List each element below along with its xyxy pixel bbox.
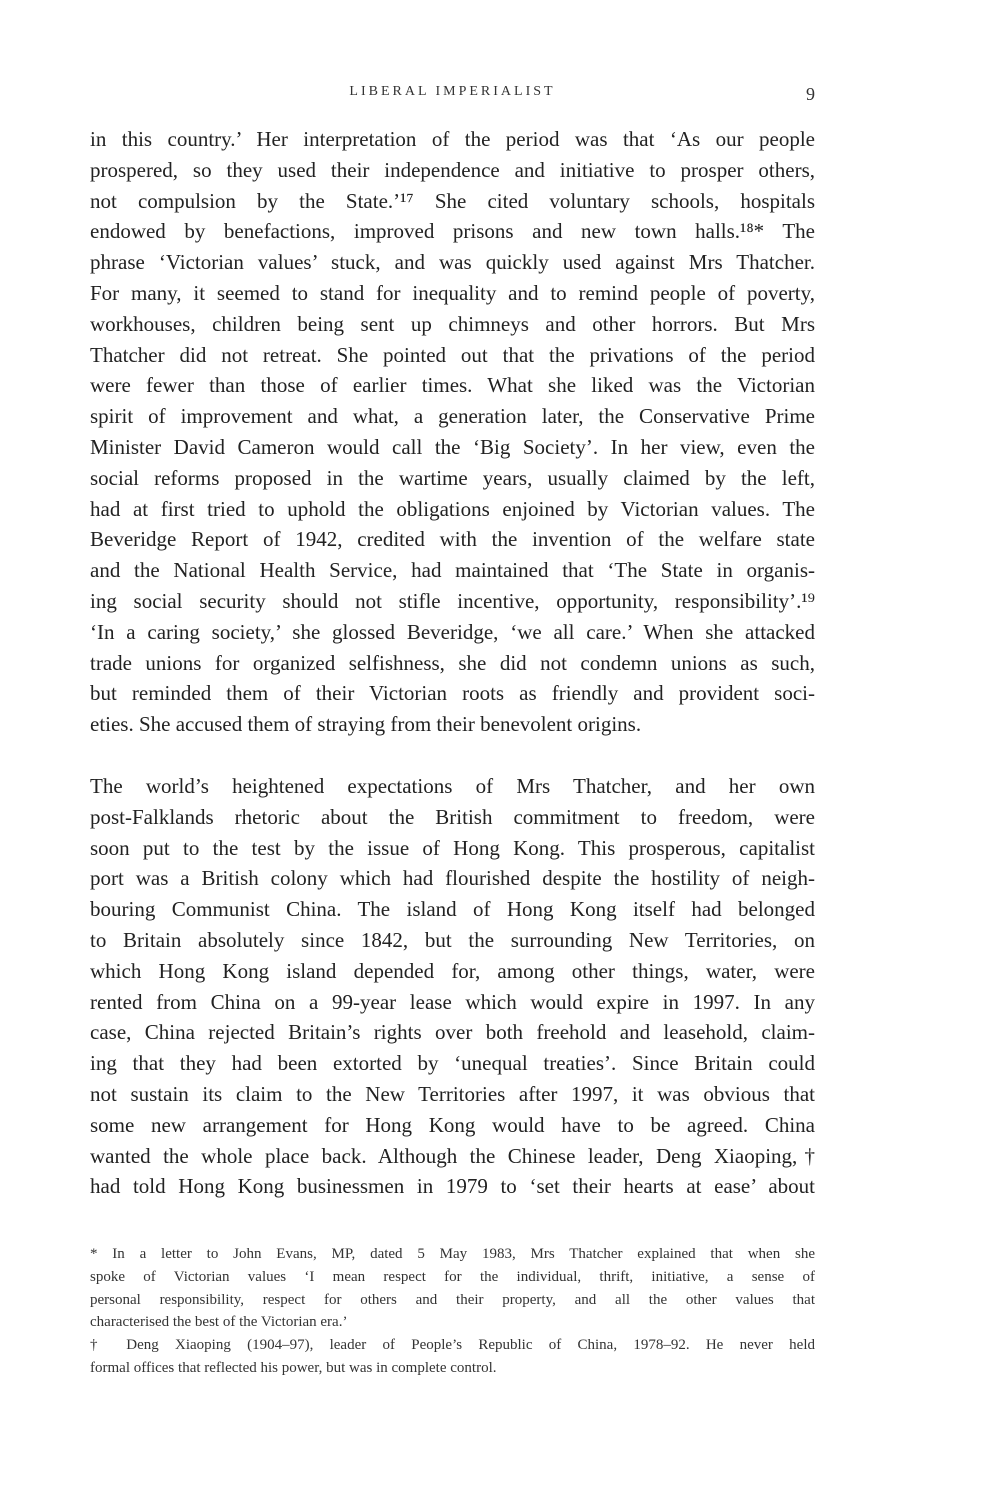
text-line: not compulsion by the State.’¹⁷ She cited voluntary schools, hospitals (90, 188, 815, 213)
text-line: rented from China on a 99-year lease which would expire in 1997. In any (90, 989, 815, 1014)
footnotes (90, 1243, 815, 1380)
text-line: wanted the whole place back. Although the Chinese leader, Deng Xiaoping,† (90, 1143, 815, 1168)
text-line: which Hong Kong island depended for, among other things, water, were (90, 958, 815, 983)
text-line: workhouses, children being sent up chimneys and other horrors. But Mrs (90, 311, 815, 336)
footnote-line: personal responsibility, respect for others and their property, and all the other values that (90, 1291, 815, 1308)
text-line: had at first tried to uphold the obligations enjoined by Victorian values. The (90, 496, 815, 521)
text-line: endowed by benefactions, improved prisons and new town halls.¹⁸* The (90, 219, 815, 244)
footnote-line: characterised the best of the Victorian era.’ (90, 1314, 348, 1331)
text-line: had told Hong Kong businessmen in 1979 to ‘set their hearts at ease’ about (90, 1174, 815, 1199)
text-line: prospered, so they used their independence and initiative to prosper others, (90, 157, 815, 182)
text-line: social reforms proposed in the wartime years, usually claimed by the left, (90, 465, 815, 490)
footnote-line: spoke of Victorian values ‘I mean respect for the individual, thrift, initiative, a sense of (90, 1268, 815, 1285)
paragraph-spacer (90, 740, 815, 771)
text-line: trade unions for organized selfishness, she did not condemn unions as such, (90, 650, 815, 675)
body-text (90, 124, 815, 1202)
footnote-line: * In a letter to John Evans, MP, dated 5 May 1983, Mrs Thatcher explained that when she (90, 1246, 815, 1262)
text-line: bouring Communist China. The island of Hong Kong itself had belonged (90, 897, 815, 922)
paragraph-victorian-values (90, 124, 815, 740)
page-number: 9 (806, 84, 815, 104)
text-line: some new arrangement for Hong Kong would have to be agreed. China (90, 1112, 815, 1137)
text-line: Minister David Cameron would call the ‘Big Society’. In her view, even the (90, 434, 815, 459)
text-line: eties. She accused them of straying from their benevolent origins. (90, 712, 642, 737)
paragraph-hong-kong (90, 771, 815, 1202)
text-line: soon put to the test by the issue of Hong Kong. This prosperous, capitalist (90, 835, 815, 860)
text-line: Beveridge Report of 1942, credited with the invention of the welfare state (90, 527, 815, 552)
text-line: were fewer than those of earlier times. What she liked was the Victorian (90, 373, 815, 398)
text-line: ing social security should not stifle incentive, opportunity, responsibility’.¹⁹ (90, 588, 815, 613)
footnote-line: formal offices that reflected his power, but was in complete control. (90, 1359, 497, 1376)
text-line: port was a British colony which had flourished despite the hostility of neigh- (90, 866, 815, 891)
text-line: but reminded them of their Victorian roots as friendly and provident soci- (90, 681, 815, 706)
text-line: spirit of improvement and what, a generation later, the Conservative Prime (90, 404, 815, 429)
footnote-dagger (90, 1334, 815, 1380)
text-line: in this country.’ Her interpretation of the period was that ‘As our people (90, 127, 815, 151)
running-title: LIBERAL IMPERIALIST (349, 84, 556, 99)
text-line: and the National Health Service, had maintained that ‘The State in organis- (90, 558, 815, 583)
text-line: For many, it seemed to stand for inequality and to remind people of poverty, (90, 280, 815, 305)
running-head (90, 84, 815, 108)
text-line: The world’s heightened expectations of Mrs Thatcher, and her own (90, 773, 815, 798)
footnote-asterisk (90, 1243, 815, 1334)
text-line: ‘In a caring society,’ she glossed Beveridge, ‘we all care.’ When she attacked (90, 619, 815, 644)
footnote-line: † Deng Xiaoping (1904–97), leader of People’s Republic of China, 1978–92. He never held (90, 1337, 815, 1354)
text-line: post-Falklands rhetoric about the British commitment to freedom, were (90, 804, 815, 829)
text-line: case, China rejected Britain’s rights over both freehold and leasehold, claim- (90, 1020, 815, 1045)
text-line: ing that they had been extorted by ‘unequal treaties’. Since Britain could (90, 1051, 815, 1076)
text-line: phrase ‘Victorian values’ stuck, and was quickly used against Mrs Thatcher. (90, 250, 815, 275)
text-line: Thatcher did not retreat. She pointed out that the privations of the period (90, 342, 815, 367)
text-line: not sustain its claim to the New Territories after 1997, it was obvious that (90, 1081, 815, 1106)
text-line: to Britain absolutely since 1842, but the surrounding New Territories, on (90, 927, 815, 952)
